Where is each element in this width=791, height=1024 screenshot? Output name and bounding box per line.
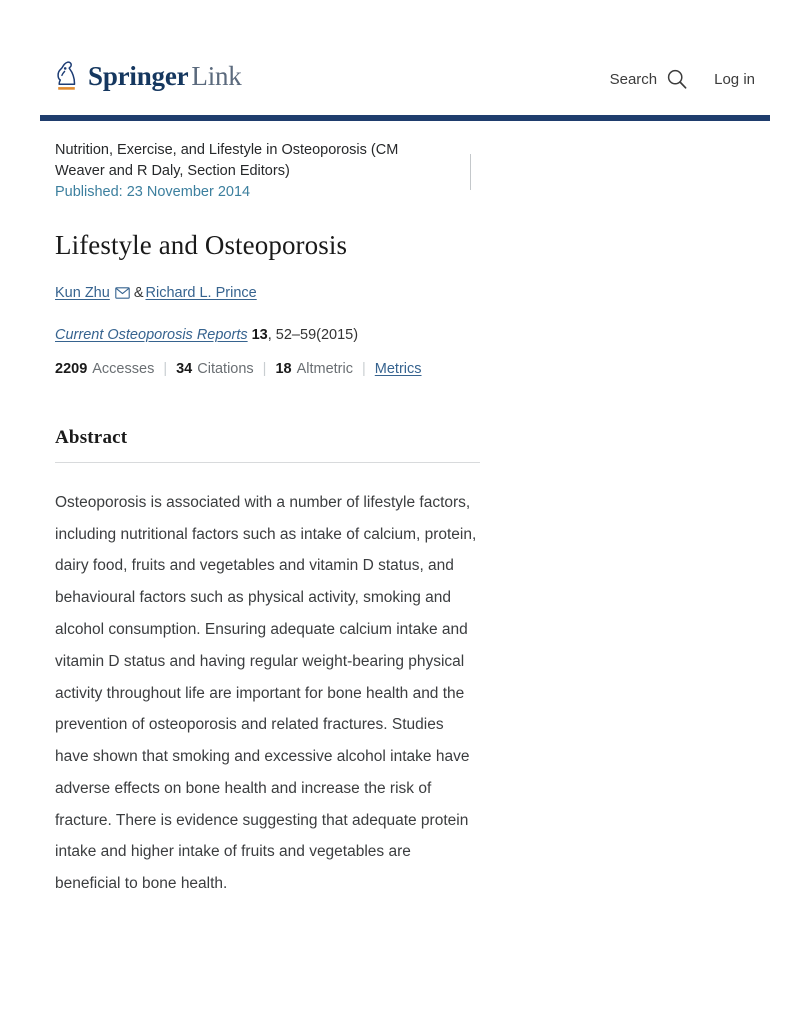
- author-separator: &: [133, 285, 144, 302]
- metric-separator: |: [163, 361, 168, 378]
- envelope-icon[interactable]: [115, 287, 130, 299]
- accesses-label: Accesses: [92, 361, 155, 378]
- springerlink-wordmark: [88, 63, 242, 92]
- citations-count: 34: [176, 361, 193, 378]
- header-navigation: [610, 68, 755, 90]
- page-title: Lifestyle and Osteoporosis: [55, 229, 348, 260]
- accesses-count: 2209: [55, 361, 88, 378]
- article-metrics-bar: [55, 359, 540, 381]
- metric-separator: |: [362, 361, 366, 378]
- metrics-link[interactable]: Metrics: [374, 361, 422, 378]
- journal-citation: [55, 325, 540, 347]
- login-link[interactable]: Log in: [714, 70, 755, 88]
- altmetric-label: Altmetric: [296, 361, 353, 378]
- author-list: [55, 283, 540, 303]
- brand-name-link: Link: [191, 61, 242, 91]
- brand-name-springer: Springer: [88, 61, 189, 91]
- abstract-divider: [55, 462, 480, 463]
- altmetric-count: 18: [275, 361, 292, 378]
- citations-label: Citations: [197, 361, 254, 378]
- abstract-heading: Abstract: [55, 426, 128, 448]
- springer-knight-logo-icon: [54, 60, 80, 92]
- site-header: [0, 0, 791, 112]
- header-divider-bar: [40, 115, 770, 121]
- metric-separator: |: [262, 361, 267, 378]
- springerlink-logo[interactable]: [54, 60, 242, 92]
- article-section-meta: [55, 140, 540, 203]
- journal-name-link[interactable]: Current Osteoporosis Reports: [55, 327, 248, 344]
- section-collection-title: Nutrition, Exercise, and Lifestyle in Osteoporosis (CM Weaver and R Daly, Section Editors): [55, 142, 399, 179]
- search-icon: [666, 68, 688, 90]
- author-link-second[interactable]: Richard L. Prince: [145, 285, 257, 302]
- article-container: [0, 140, 791, 915]
- search-label: Search: [609, 70, 658, 88]
- journal-volume: 13: [251, 327, 268, 344]
- search-button[interactable]: [610, 68, 689, 90]
- journal-pages: , 52–59(2015): [267, 327, 359, 344]
- author-link-first[interactable]: Kun Zhu: [55, 285, 110, 302]
- published-date: Published: 23 November 2014: [55, 184, 251, 201]
- meta-vertical-divider: [470, 154, 471, 190]
- abstract-text: Osteoporosis is associated with a number of lifestyle factors, including nutritional factors such as intake of calcium, protein, dairy food, fruits and vegetables and vitamin D status, and behavioural factors such as physical activity, smoking and alcohol consumption. Ensuring adequate calcium intake and vitamin D status and having regular weight-bearing physical activity throughout life are important for bone health and the prevention of osteoporosis and related fractures. Studies have shown that smoking and excessive alcohol intake have adverse effects on bone health and increase the risk of fracture. There is evidence suggesting that adequate protein intake and higher intake of fruits and vegetables are beneficial to bone health.: [55, 493, 477, 893]
